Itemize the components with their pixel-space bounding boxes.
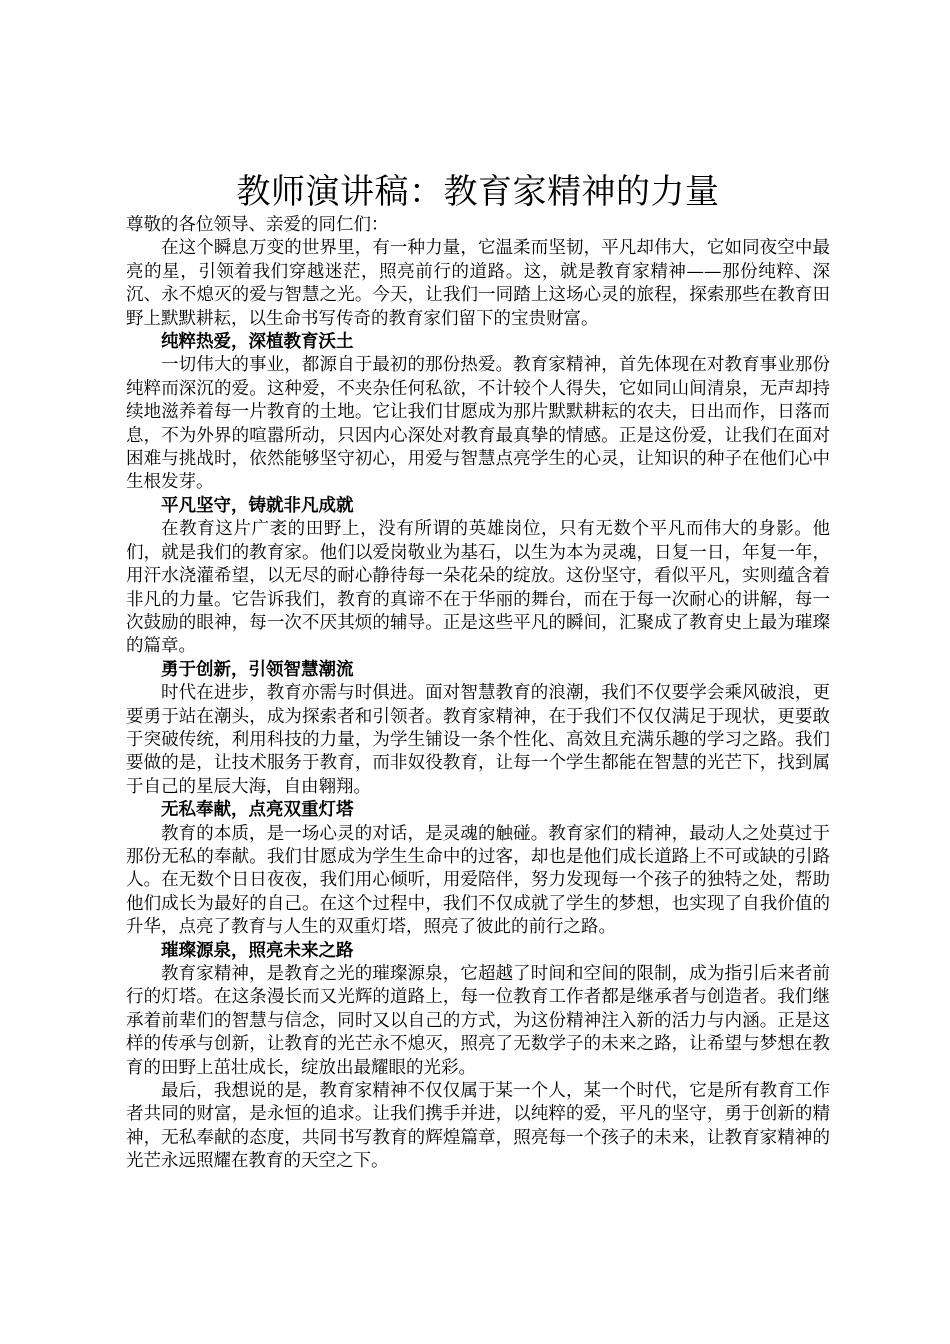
section-heading-dedication: 无私奉献，点亮双重灯塔 xyxy=(161,800,354,821)
section-body-love: 一切伟大的事业，都源自于最初的那份热爱。教育家精神，首先体现在对教育事业那份纯粹而深沉的爱。这种爱，不夹杂任何私欲，不计较个人得失，它如同山间清泉，无声却持续地滋养着每一片教育的土地。它让我们甘愿成为那片默默耕耘的农夫，日出而作，日落而息，不为外界的喧嚣所动，只因内心深处对教育最真挚的情感。正是这份爱，让我们在面对困难与挑战时，依然能够坚守初心，用爱与智慧点亮学生的心灵，让知识的种子在他们心中生根发芽。 xyxy=(126,355,830,493)
document-page xyxy=(126,170,830,1174)
section-heading-perseverance: 平凡坚守，铸就非凡成就 xyxy=(161,495,354,516)
section-heading-innovation: 勇于创新，引领智慧潮流 xyxy=(161,659,354,680)
section-body-perseverance: 在教育这片广袤的田野上，没有所谓的英雄岗位，只有无数个平凡而伟大的身影。他们，就是我们的教育家。他们以爱岗敬业为基石，以生为本为灵魂，日复一日，年复一年，用汗水浇灌希望，以无尽的耐心静待每一朵花朵的绽放。这份坚守，看似平凡，实则蕴含着非凡的力量。它告诉我们，教育的真谛不在于华丽的舞台，而在于每一次耐心的讲解，每一次鼓励的眼神，每一次不厌其烦的辅导。正是这些平凡的瞬间，汇聚成了教育史上最为璀璨的篇章。 xyxy=(126,519,830,657)
section-body-dedication: 教育的本质，是一场心灵的对话，是灵魂的触碰。教育家们的精神，最动人之处莫过于那份无私的奉献。我们甘愿成为学生生命中的过客，却也是他们成长道路上不可或缺的引路人。在无数个日日夜夜，我们用心倾听，用爱陪伴，努力发现每一个孩子的独特之处，帮助他们成长为最好的自己。在这个过程中，我们不仅成就了学生的梦想，也实现了自我价值的升华，点亮了教育与人生的双重灯塔，照亮了彼此的前行之路。 xyxy=(126,823,830,938)
closing-paragraph: 最后，我想说的是，教育家精神不仅仅属于某一个人，某一个时代，它是所有教育工作者共同的财富，是永恒的追求。让我们携手并进，以纯粹的爱，平凡的坚守，勇于创新的精神，无私奉献的态度，共同书写教育的辉煌篇章，照亮每一个孩子的未来，让教育家精神的光芒永远照耀在教育的天空之下。 xyxy=(126,1081,830,1172)
salutation: 尊敬的各位领导、亲爱的同仁们： xyxy=(126,215,389,235)
section-heading-love: 纯粹热爱，深植教育沃土 xyxy=(161,332,354,353)
section-heading-source: 璀璨源泉，照亮未来之路 xyxy=(161,940,354,961)
section-body-innovation: 时代在进步，教育亦需与时俱进。面对智慧教育的浪潮，我们不仅要学会乘风破浪，更要勇于站在潮头，成为探索者和引领者。教育家精神，在于我们不仅仅满足于现状，更要敢于突破传统，利用科技的力量，为学生铺设一条个性化、高效且充满乐趣的学习之路。我们要做的是，让技术服务于教育，而非奴役教育，让每一个学生都能在智慧的光芒下，找到属于自己的星辰大海，自由翱翔。 xyxy=(126,683,830,797)
section-body-source: 教育家精神，是教育之光的璀璨源泉，它超越了时间和空间的限制，成为指引后来者前行的灯塔。在这条漫长而又光辉的道路上，每一位教育工作者都是继承者与创造者。我们继承着前辈们的智慧与信念，同时又以自己的方式，为这份精神注入新的活力与内涵。正是这样的传承与创新，让教育的光芒永不熄灭，照亮了无数学子的未来之路，让希望与梦想在教育的田野上茁壮成长，绽放出最耀眼的光彩。 xyxy=(126,964,830,1078)
intro-paragraph: 在这个瞬息万变的世界里，有一种力量，它温柔而坚韧，平凡却伟大，它如同夜空中最亮的星，引领着我们穿越迷茫，照亮前行的道路。这，就是教育家精神——那份纯粹、深沉、永不熄灭的爱与智慧之光。今天，让我们一同踏上这场心灵的旅程，探索那些在教育田野上默默耕耘，以生命书写传奇的教育家们留下的宝贵财富。 xyxy=(126,238,830,329)
document-title: 教师演讲稿：教育家精神的力量 xyxy=(236,172,720,212)
